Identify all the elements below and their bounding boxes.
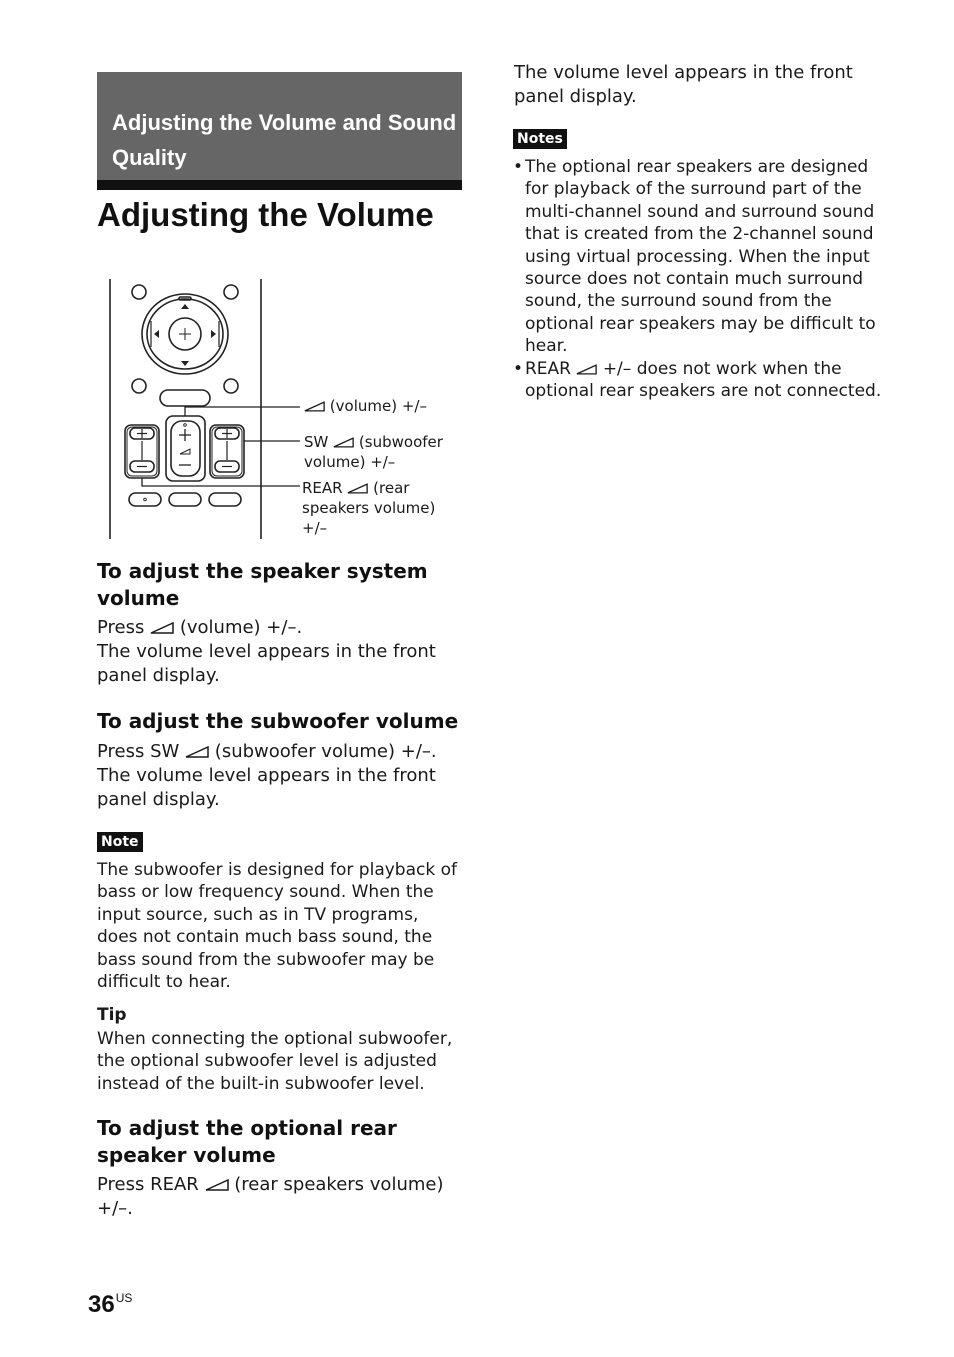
rear-volume-heading: To adjust the optional rear speaker volume bbox=[97, 1116, 397, 1167]
page-title: Adjusting the Volume bbox=[97, 196, 434, 233]
notes-badge: Notes bbox=[513, 128, 567, 149]
volume-icon bbox=[205, 1179, 229, 1191]
volume-icon bbox=[347, 483, 368, 494]
mid-right-button bbox=[224, 379, 238, 393]
dpad bbox=[142, 294, 228, 374]
section-title: Adjusting the Volume and Sound Quality bbox=[112, 110, 457, 170]
speaker-volume-body: Press (volume) +/–. The volume level appears in the front panel display. bbox=[97, 617, 436, 686]
remote-control-illustration bbox=[100, 275, 300, 543]
callout-rear: REAR (rear speakers volume) +/– bbox=[302, 479, 436, 537]
rear-volume-body: Press REAR (rear speakers volume) +/–. bbox=[97, 1174, 444, 1219]
rear-volume-result: The volume level appears in the front panel display. bbox=[514, 62, 853, 107]
subwoofer-volume-heading: To adjust the subwoofer volume bbox=[97, 709, 459, 733]
speaker-volume-heading: To adjust the speaker system volume bbox=[97, 559, 428, 610]
volume-icon bbox=[185, 746, 209, 758]
notes-list bbox=[513, 156, 885, 402]
section-banner bbox=[97, 72, 462, 190]
volume-icon bbox=[304, 401, 325, 412]
volume-icon bbox=[333, 437, 354, 448]
bottom-right-button bbox=[209, 493, 241, 506]
bottom-left-button bbox=[129, 493, 161, 506]
tip-label: Tip bbox=[97, 1005, 127, 1025]
note-text: The subwoofer is designed for playback of bass or low frequency sound. When the input source, such as in TV programs, does not contain much bass sound, the bass sound from the subwoofer may be difficult to hear. bbox=[97, 860, 457, 993]
bottom-mid-button bbox=[169, 493, 201, 506]
subwoofer-volume-body: Press SW (subwoofer volume) +/–. The volume level appears in the front panel display. bbox=[97, 741, 437, 810]
top-left-button bbox=[132, 285, 146, 299]
notes-list-item: • REAR +/– does not work when the optional rear speakers are not connected. bbox=[513, 358, 885, 403]
note-badge: Note bbox=[97, 831, 143, 852]
top-right-button bbox=[224, 285, 238, 299]
callout-volume: (volume) +/– bbox=[304, 396, 427, 416]
volume-icon bbox=[150, 622, 174, 634]
leader-volume bbox=[185, 407, 300, 416]
tip-text: When connecting the optional subwoofer, the optional subwoofer level is adjusted instead of the built-in subwoofer level. bbox=[97, 1029, 453, 1094]
volume-icon bbox=[576, 364, 597, 375]
notes-list-item: • The optional rear speakers are designed for playback of the surround part of the multi-channel sound and surround sound that is created from the 2-channel sound using virtual processing. When the input source does not contain much surround sound, the surround sound from the optional rear speakers may be difficult to hear. bbox=[513, 156, 885, 358]
callout-sw: SW (subwoofer volume) +/– bbox=[304, 433, 443, 471]
page-number: $36^{US}$ bbox=[88, 1291, 133, 1318]
region-code: US bbox=[115, 1291, 133, 1305]
leader-rear bbox=[142, 478, 300, 486]
mid-left-button bbox=[132, 379, 146, 393]
mid-wide-button bbox=[160, 390, 210, 406]
